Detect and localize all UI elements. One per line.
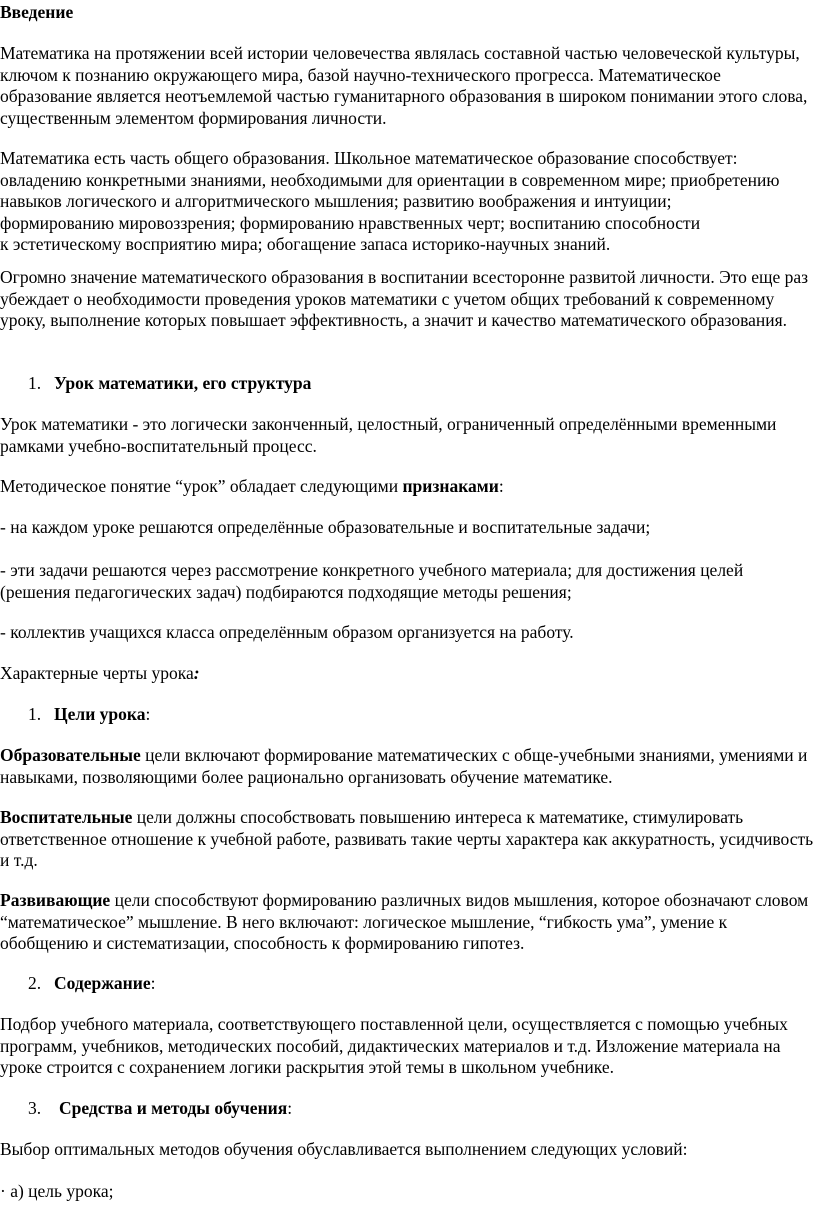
list-item: · а) цель урока; <box>0 1181 114 1201</box>
traits-heading: Характерные черты урока: <box>0 663 200 683</box>
section-1-number: 1. <box>28 373 42 393</box>
methods-number: 3. <box>28 1098 42 1118</box>
list-item: - на каждом уроке решаются определённые образовательные и воспитательные задачи; <box>0 517 651 537</box>
content-paragraph: Подбор учебного материала, соответствующего поставленной цели, осуществляется с помощью учебных программ, учебников, методических пособий, дидактических материалов и т.д. Изложение материала на уроке строится с сохранением логики раскрытия этой темы в школьном учебнике. <box>0 1014 788 1077</box>
list-item: - эти задачи решаются через рассмотрение конкретного учебного материала; для достижения целей (решения педагогических задач) подбираются подходящие методы решения; <box>0 560 744 602</box>
document-heading: Введение <box>0 2 74 22</box>
content-title: Содержание <box>54 973 151 993</box>
lesson-definition: Урок математики - это логически законченный, целостный, ограниченный определёнными временными рамками учебно-воспитательный процесс. <box>0 414 777 456</box>
developing-goals: Развивающие цели способствуют формированию различных видов мышления, которое обозначают словом “математическое” мышление. В него включают: логическое мышление, “гибкость ума”, умение к обобщению и систематизации, способность к формированию гипотез. <box>0 890 809 953</box>
section-1-title: Урок математики, его структура <box>54 373 312 393</box>
intro-paragraph-3: Огромно значение математического образования в воспитании всесторонне развитой личности. Это еще раз убеждает о необходимости проведения уроков математики с учетом общих требований к современному уроку, выполнение которых повышает эффективность, а значит и качество математического образования. <box>0 267 809 330</box>
goals-number: 1. <box>28 704 42 724</box>
goals-title: Цели урока <box>54 704 146 724</box>
document-page: Введение Математика на протяжении всей истории человечества являлась составной частью человеческой культуры, ключом к познанию окружающего мира, базой научно-технического прогресса. Математическое образование является неотъемлемой частью гуманитарного образования в широком понимании этого слова, существенным элементом формирования личности. Математика есть часть общего образования. Школьное математическое образование способствует: овладению конкретными знаниями, необходимыми для ориентации в современном мире; приобретению навыков логического и алгоритмического мышления; развитию воображения и интуиции; формированию мировоззрения; формированию нравственных черт; воспитанию способности к эстетическому восприятию мира; обогащение запаса историко-научных знаний. Огромно значение математического образования в воспитании всесторонне развитой личности. Это еще раз убеждает о необходимости проведения уроков математики с учетом общих требований к современному уроку, выполнение которых повышает эффективность, а значит и качество математического образования. 1. Урок математики, его структура Урок математики - это логически законченный, целостный, ограниченный определёнными временными рамками учебно-воспитательный процесс. Методическое понятие “урок” обладает следующими признаками: - на каждом уроке решаются определённые образовательные и воспитательные задачи; - эти задачи решаются через рассмотрение конкретного учебного материала; для достижения целей (решения педагогических задач) подбираются подходящие методы решения; - коллектив учащихся класса определённым образом организуется на работу. Характерные черты урока: 1. Цели урока: Образовательные цели включают формирование математических с обще-учебными знаниями, умениями и навыками, позволяющими более рационально организовать обучение математике. Воспитательные цели должны способствовать повышению интереса к математике, стимулировать ответственное отношение к учебной работе, развивать такие черты характера как аккуратность, усидчивость и т.д. Развивающие цели способствуют формированию различных видов мышления, которое обозначают словом “математическое” мышление. В него включают: логическое мышление, “гибкость ума”, умение к обобщению и систематизации, способность к формированию гипотез. 2. Содержание: Подбор учебного материала, соответствующего поставленной цели, осуществляется с помощью учебных программ, учебников, методических пособий, дидактических материалов и т.д. Изложение материала на уроке строится с сохранением логики раскрытия этой темы в школьном учебнике. 3. Средства и методы обучения: Выбор оптимальных методов обучения обуславливается выполнением следующих условий: · а) цель урока; <box>0 2 814 1201</box>
list-item: - коллектив учащихся класса определённым образом организуется на работу. <box>0 622 574 642</box>
educational-goals: Образовательные цели включают формирование математических с обще-учебными знаниями, умениями и навыками, позволяющими более рационально организовать обучение математике. <box>0 745 808 787</box>
content-number: 2. <box>28 973 42 993</box>
intro-paragraph-1: Математика на протяжении всей истории человечества являлась составной частью человеческой культуры, ключом к познанию окружающего мира, базой научно-технического прогресса. Математическое образование является неотъемлемой частью гуманитарного образования в широком понимании этого слова, существенным элементом формирования личности. <box>0 43 808 128</box>
signs-lead: Методическое понятие “урок” обладает следующими признаками: <box>0 476 504 496</box>
methods-title: Средства и методы обучения <box>59 1098 288 1118</box>
upbringing-goals: Воспитательные цели должны способствовать повышению интереса к математике, стимулировать ответственное отношение к учебной работе, развивать такие черты характера как аккуратность, усидчивость и т.д. <box>0 807 814 870</box>
methods-paragraph: Выбор оптимальных методов обучения обуславливается выполнением следующих условий: <box>0 1139 688 1159</box>
intro-paragraph-2: Математика есть часть общего образования. Школьное математическое образование способствует: овладению конкретными знаниями, необходимыми для ориентации в современном мире; приобретению навыков логического и алгоритмического мышления; развитию воображения и интуиции; формированию мировоззрения; формированию нравственных черт; воспитанию способности к эстетическому восприятию мира; обогащение запаса историко-научных знаний. <box>0 148 780 254</box>
